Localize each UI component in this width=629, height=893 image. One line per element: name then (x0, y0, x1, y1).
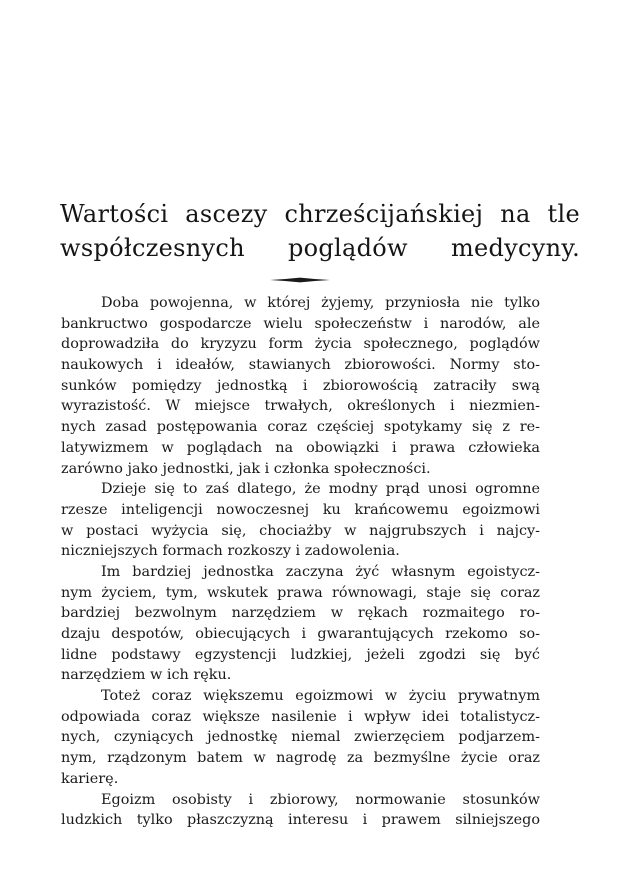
paragraph-4-line: karierę. (61, 770, 119, 787)
paragraph-2-line: niczniejszych formach rozkoszy i zadowolenia. (61, 543, 400, 560)
paragraph-2-line: Dzieje się to zaś dlatego, że modny prąd unosi ogromne (101, 481, 540, 498)
paragraph-4-line: odpowiada coraz większe nasilenie i wpływ idei totalistycz- (61, 708, 540, 725)
paragraph-4-line: nych, czyniących jednostkę niemal zwierzęciem podjarzem- (61, 729, 540, 746)
chapter-title-line-1: Wartości ascezy chrześcijańskiej na tle (60, 200, 580, 228)
chapter-title-line-2: współczesnych poglądów medycyny. (60, 234, 580, 262)
paragraph-4-line: Toteż coraz większemu egoizmowi w życiu prywatnym (101, 688, 540, 705)
paragraph-4-line: nym, rządzonym batem w nagrodę za bezmyślne życie oraz (61, 750, 540, 767)
paragraph-3-line: dzaju despotów, obiecujących i gwarantujących rzekomo so- (61, 626, 540, 642)
paragraph-1-line: sunków pomiędzy jednostką i zbiorowością zatraciły swą (61, 377, 540, 394)
body-text (61, 293, 540, 831)
chapter-title (60, 197, 580, 265)
paragraph-1-line: latywizmem w poglądach na obowiązki i prawa człowieka (61, 439, 540, 456)
paragraph-1-line: doprowadziła do kryzyzu form życia społecznego, poglądów (61, 336, 540, 353)
paragraph-5-line: Egoizm osobisty i zbiorowy, normowanie stosunków (101, 791, 540, 808)
paragraph-3-line: narzędziem w ich ręku. (61, 667, 232, 684)
paragraph-5-line: ludzkich tylko płaszczyzną interesu i prawem silniejszego (61, 812, 540, 829)
paragraph-1-line: Doba powojenna, w której żyjemy, przyniosła nie tylko (101, 295, 540, 311)
paragraph-1-line: bankructwo gospodarcze wielu społeczeństw i narodów, ale (61, 315, 540, 332)
paragraph-1-line: nych zasad postępowania coraz częściej spotykamy się z re- (61, 419, 540, 436)
paragraph-2-line: w postaci wyżycia się, chociażby w najgrubszych i najcy- (61, 522, 540, 539)
title-ornament-divider (270, 276, 330, 284)
paragraph-1-line: naukowych i ideałów, stawianych zbiorowości. Normy sto- (61, 357, 540, 374)
paragraph-2-line: rzesze inteligencji nowoczesnej ku krańcowemu egoizmowi (61, 501, 540, 518)
paragraph-1-line: wyrazistość. W miejsce trwałych, określonych i niezmien- (61, 398, 540, 415)
paragraph-3-line: lidne podstawy egzystencji ludzkiej, jeżeli zgodzi się być (61, 646, 540, 663)
paragraph-3-line: Im bardziej jednostka zaczyna żyć własnym egoistycz- (101, 563, 540, 580)
paragraph-1-line: zarówno jako jednostki, jak i członka społeczności. (61, 460, 431, 477)
paragraph-3-line: bardziej bezwolnym narzędziem w rękach rozmaitego ro- (61, 605, 540, 622)
paragraph-3-line: nym życiem, tym, wskutek prawa równowagi, staje się coraz (61, 584, 540, 601)
